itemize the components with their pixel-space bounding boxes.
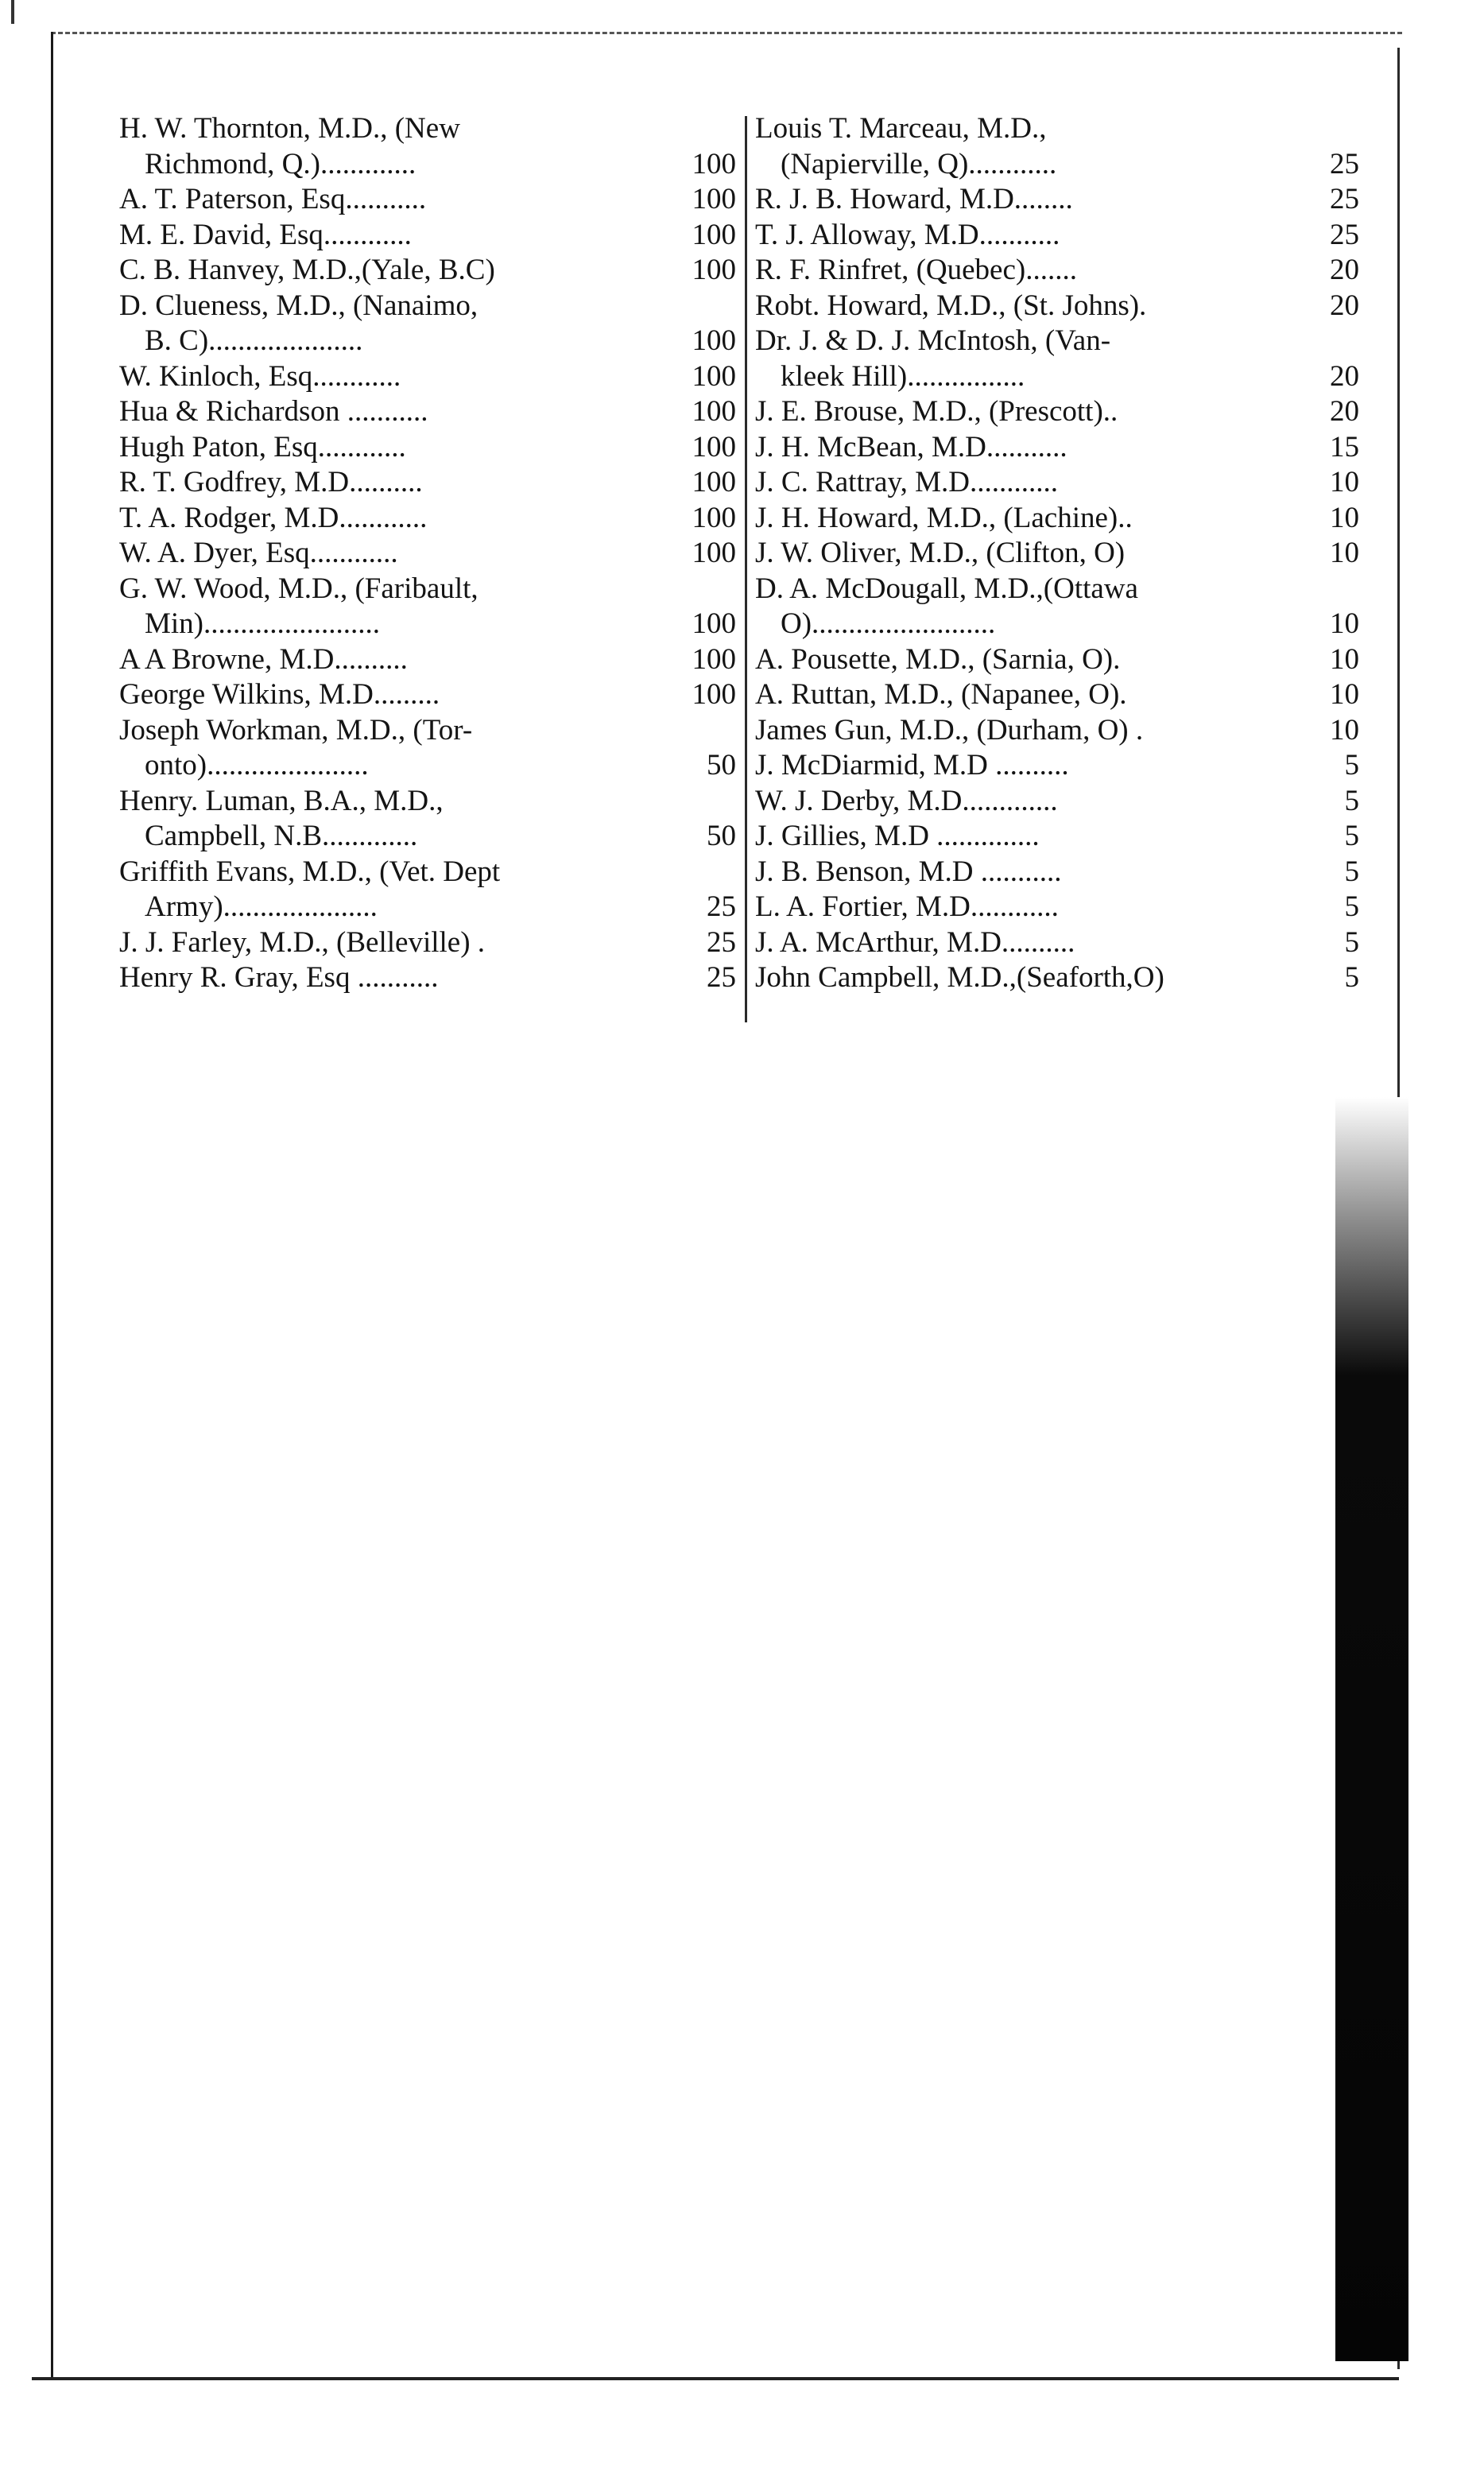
- subscription-amount: 25: [1330, 147, 1359, 180]
- subscription-amount: 100: [692, 183, 736, 215]
- name-line: George Wilkins, M.D.........: [119, 678, 440, 711]
- list-entry: [119, 677, 739, 713]
- subscription-amount: 10: [1330, 642, 1359, 676]
- subscription-amount: 100: [692, 395, 736, 428]
- subscription-amount: 20: [1330, 395, 1359, 428]
- name-line: W. J. Derby, M.D.............: [755, 784, 1058, 817]
- subscriber-name: [755, 253, 1288, 289]
- name-line: Campbell, N.B.............: [145, 820, 418, 852]
- list-entry: [755, 182, 1359, 218]
- list-entry: [119, 359, 739, 395]
- subscription-amount: 5: [1344, 784, 1359, 817]
- name-line: O).........................: [781, 607, 996, 640]
- subscription-amount: 100: [692, 254, 736, 286]
- subscriber-name: [755, 536, 1288, 572]
- list-entry: [755, 713, 1359, 749]
- name-line: W. A. Dyer, Esq............: [119, 537, 398, 569]
- subscriber-name: [755, 465, 1288, 501]
- subscription-amount: 100: [692, 147, 736, 180]
- list-entry: [119, 253, 739, 289]
- subscriber-name: [119, 960, 684, 996]
- subscription-amount: 5: [1344, 749, 1359, 781]
- subscriber-name: [755, 925, 1288, 961]
- name-line: G. W. Wood, M.D., (Faribault,: [119, 572, 479, 605]
- list-entry: [119, 394, 739, 430]
- subscription-amount: 20: [1330, 289, 1359, 322]
- page-bottom-border: [32, 2377, 1399, 2380]
- subscriber-name: [755, 748, 1288, 784]
- list-entry: [755, 890, 1359, 925]
- subscriber-name: [755, 111, 1288, 182]
- list-entry: [755, 748, 1359, 784]
- name-line: Robt. Howard, M.D., (St. Johns).: [755, 289, 1147, 322]
- name-line: onto)......................: [145, 749, 369, 781]
- subscriber-name: [119, 430, 684, 466]
- list-entry: [755, 536, 1359, 572]
- list-entry: [119, 182, 739, 218]
- subscriber-name: [755, 394, 1288, 430]
- list-entry: [755, 819, 1359, 855]
- subscriber-name: [755, 890, 1288, 925]
- subscriber-name: [119, 925, 684, 961]
- list-entry: [119, 784, 739, 855]
- list-entry: [755, 394, 1359, 430]
- name-line: A. T. Paterson, Esq...........: [119, 183, 427, 215]
- list-entry: [755, 501, 1359, 537]
- name-line: J. E. Brouse, M.D., (Prescott)..: [755, 395, 1118, 428]
- name-line: James Gun, M.D., (Durham, O) .: [755, 713, 1144, 747]
- subscription-amount: 100: [692, 501, 736, 534]
- subscriber-name: [119, 855, 684, 925]
- subscriber-name: [755, 855, 1288, 890]
- list-entry: [755, 289, 1359, 324]
- subscription-amount: 100: [692, 324, 736, 357]
- list-entry: [755, 253, 1359, 289]
- name-line: J. B. Benson, M.D ...........: [755, 855, 1062, 888]
- list-entry: [755, 677, 1359, 713]
- subscription-list: [119, 111, 1359, 1026]
- subscriber-name: [119, 501, 684, 537]
- name-line: D. Clueness, M.D., (Nanaimo,: [119, 289, 479, 322]
- name-line: Hua & Richardson ...........: [119, 395, 428, 428]
- name-line: J. A. McArthur, M.D..........: [755, 925, 1075, 959]
- name-line: J. C. Rattray, M.D............: [755, 466, 1058, 498]
- subscriber-name: [119, 713, 684, 784]
- list-entry: [119, 960, 739, 996]
- subscription-amount: 10: [1330, 607, 1359, 640]
- list-entry: [119, 111, 739, 182]
- name-line: Louis T. Marceau, M.D.,: [755, 112, 1047, 145]
- name-line: Henry R. Gray, Esq ...........: [119, 961, 439, 994]
- name-line: R. F. Rinfret, (Quebec).......: [755, 254, 1077, 286]
- name-line: kleek Hill)................: [781, 359, 1025, 393]
- subscriber-name: [119, 182, 684, 218]
- list-entry: [755, 572, 1359, 642]
- name-line: J. Gillies, M.D ..............: [755, 820, 1040, 852]
- page-left-border: [51, 32, 53, 2377]
- list-entry: [119, 713, 739, 784]
- list-entry: [755, 960, 1359, 996]
- subscription-amount: 25: [1330, 183, 1359, 215]
- name-line: J. W. Oliver, M.D., (Clifton, O): [755, 537, 1126, 569]
- subscription-amount: 15: [1330, 430, 1359, 463]
- subscriber-name: [755, 677, 1288, 713]
- subscriber-name: [119, 572, 684, 642]
- subscriber-name: [755, 713, 1288, 749]
- list-entry: [119, 465, 739, 501]
- subscriber-name: [119, 394, 684, 430]
- name-line: L. A. Fortier, M.D............: [755, 890, 1059, 923]
- list-entry: [755, 430, 1359, 466]
- name-line: A. Ruttan, M.D., (Napanee, O).: [755, 678, 1127, 711]
- name-line: R. J. B. Howard, M.D........: [755, 183, 1073, 215]
- scan-shadow-strip: [1335, 1097, 1408, 2361]
- subscription-amount: 25: [707, 961, 736, 994]
- name-line: Hugh Paton, Esq............: [119, 430, 406, 463]
- subscription-amount: 25: [707, 890, 736, 923]
- list-entry: [119, 218, 739, 254]
- page-top-border: [51, 32, 1402, 34]
- subscriber-name: [119, 536, 684, 572]
- subscription-amount: 5: [1344, 961, 1359, 994]
- list-entry: [119, 642, 739, 678]
- subscriber-name: [755, 960, 1288, 996]
- subscriber-name: [119, 289, 684, 359]
- name-line: B. C).....................: [145, 324, 363, 357]
- subscriber-name: [119, 465, 684, 501]
- name-line: Joseph Workman, M.D., (Tor-: [119, 713, 473, 747]
- subscription-amount: 20: [1330, 359, 1359, 393]
- list-entry: [755, 465, 1359, 501]
- subscription-amount: 25: [707, 925, 736, 959]
- subscriber-name: [755, 218, 1288, 254]
- subscriber-name: [119, 677, 684, 713]
- subscriber-name: [755, 572, 1288, 642]
- list-entry: [755, 218, 1359, 254]
- name-line: Dr. J. & D. J. McIntosh, (Van-: [755, 324, 1111, 357]
- name-line: Henry. Luman, B.A., M.D.,: [119, 784, 444, 817]
- subscription-amount: 100: [692, 678, 736, 711]
- subscriber-name: [755, 324, 1288, 394]
- name-line: Army).....................: [145, 890, 378, 923]
- subscriber-name: [119, 359, 684, 395]
- name-line: Min)........................: [145, 607, 380, 640]
- subscriber-name: [755, 182, 1288, 218]
- list-entry: [119, 572, 739, 642]
- left-column: [119, 111, 739, 996]
- column-divider: [745, 116, 747, 1022]
- subscription-amount: 10: [1330, 537, 1359, 569]
- subscription-amount: 20: [1330, 254, 1359, 286]
- list-entry: [755, 111, 1359, 182]
- subscriber-name: [755, 819, 1288, 855]
- name-line: J. H. Howard, M.D., (Lachine)..: [755, 501, 1133, 534]
- name-line: J. McDiarmid, M.D ..........: [755, 749, 1069, 781]
- subscription-amount: 50: [707, 749, 736, 781]
- subscription-amount: 5: [1344, 855, 1359, 888]
- name-line: H. W. Thornton, M.D., (New: [119, 112, 460, 145]
- subscriber-name: [119, 218, 684, 254]
- list-entry: [119, 855, 739, 925]
- subscriber-name: [119, 111, 684, 182]
- name-line: R. T. Godfrey, M.D..........: [119, 466, 423, 498]
- subscriber-name: [755, 501, 1288, 537]
- name-line: J. H. McBean, M.D...........: [755, 430, 1067, 463]
- subscription-amount: 100: [692, 537, 736, 569]
- subscription-amount: 25: [1330, 218, 1359, 251]
- subscription-amount: 100: [692, 607, 736, 640]
- name-line: John Campbell, M.D.,(Seaforth,O): [755, 961, 1164, 994]
- name-line: C. B. Hanvey, M.D.,(Yale, B.C): [119, 254, 495, 286]
- list-entry: [119, 430, 739, 466]
- list-entry: [755, 784, 1359, 820]
- name-line: Griffith Evans, M.D., (Vet. Dept: [119, 855, 501, 888]
- subscription-amount: 10: [1330, 466, 1359, 498]
- list-entry: [755, 324, 1359, 394]
- subscription-amount: 100: [692, 218, 736, 251]
- list-entry: [755, 855, 1359, 890]
- list-entry: [119, 501, 739, 537]
- subscription-amount: 50: [707, 820, 736, 852]
- subscription-amount: 100: [692, 359, 736, 393]
- subscription-amount: 100: [692, 466, 736, 498]
- list-entry: [119, 536, 739, 572]
- subscription-amount: 100: [692, 430, 736, 463]
- subscription-amount: 10: [1330, 713, 1359, 747]
- list-entry: [755, 642, 1359, 678]
- subscriber-name: [119, 253, 684, 289]
- name-line: (Napierville, Q)............: [781, 147, 1057, 180]
- subscription-amount: 5: [1344, 890, 1359, 923]
- name-line: W. Kinloch, Esq............: [119, 359, 401, 393]
- subscription-amount: 10: [1330, 678, 1359, 711]
- name-line: T. A. Rodger, M.D............: [119, 501, 428, 534]
- subscriber-name: [755, 430, 1288, 466]
- subscription-amount: 5: [1344, 820, 1359, 852]
- subscriber-name: [119, 784, 684, 855]
- subscriber-name: [119, 642, 684, 678]
- subscriber-name: [755, 642, 1288, 678]
- subscription-amount: 5: [1344, 925, 1359, 959]
- list-entry: [755, 925, 1359, 961]
- list-entry: [119, 289, 739, 359]
- right-column: [755, 111, 1359, 996]
- list-entry: [119, 925, 739, 961]
- name-line: T. J. Alloway, M.D...........: [755, 218, 1060, 251]
- name-line: D. A. McDougall, M.D.,(Ottawa: [755, 572, 1138, 605]
- subscription-amount: 10: [1330, 501, 1359, 534]
- name-line: Richmond, Q.).............: [145, 147, 417, 180]
- name-line: M. E. David, Esq............: [119, 218, 412, 251]
- scan-mark: [11, 0, 14, 24]
- name-line: J. J. Farley, M.D., (Belleville) .: [119, 925, 486, 959]
- subscriber-name: [755, 784, 1288, 820]
- subscriber-name: [755, 289, 1288, 324]
- name-line: A A Browne, M.D..........: [119, 642, 408, 676]
- subscription-amount: 100: [692, 642, 736, 676]
- name-line: A. Pousette, M.D., (Sarnia, O).: [755, 642, 1121, 676]
